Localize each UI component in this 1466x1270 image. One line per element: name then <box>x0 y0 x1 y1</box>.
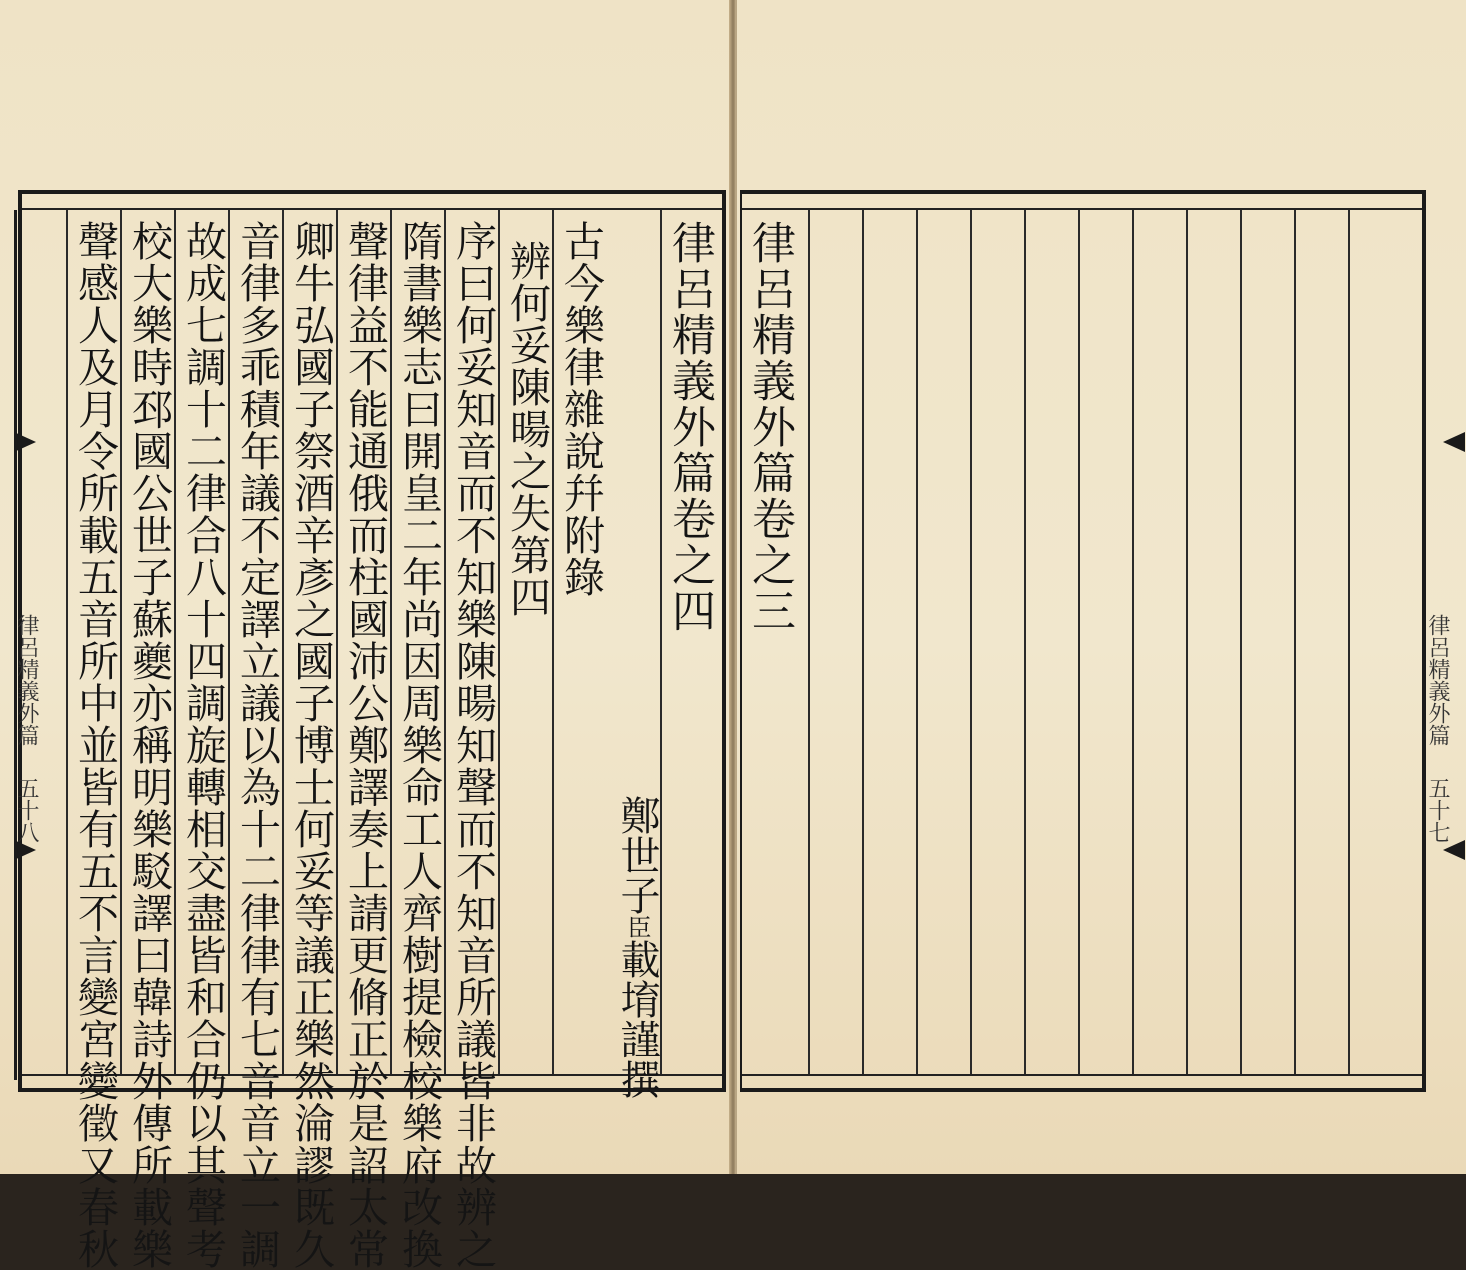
book-title: 律呂精義外篇卷之三 <box>744 220 795 634</box>
title-column <box>742 210 796 1074</box>
chapter-column <box>498 210 554 1074</box>
text-column <box>1186 210 1242 1074</box>
section-column <box>552 210 608 1074</box>
book-title: 律呂精義外篇卷之四 <box>664 220 715 634</box>
text-column <box>808 210 864 1074</box>
margin-label: 律呂精義外篇 <box>14 614 39 746</box>
left-text-frame <box>14 190 726 1270</box>
folio-number: 五十七 <box>1425 777 1450 843</box>
chapter-title: 辨何妥陳暘之失第四 <box>503 240 551 618</box>
text-column: 卿牛弘國子祭酒辛彥之國子博士何妥等議正樂然淪謬既久 <box>282 210 338 1074</box>
text-column <box>1132 210 1188 1074</box>
margin-label: 律呂精義外篇 <box>1425 614 1450 746</box>
text-column <box>1078 210 1134 1074</box>
text-column <box>1348 210 1404 1074</box>
text-column <box>862 210 918 1074</box>
text-column <box>916 210 972 1074</box>
right-text-frame <box>740 190 1426 1092</box>
text-column: 故成七調十二律合八十四調旋轉相交盡皆和合仍以其聲考 <box>174 210 230 1074</box>
text-column <box>1024 210 1080 1074</box>
attribution: 鄭世子臣載堉謹撰 <box>614 795 660 1099</box>
text-column: 聲感人及月令所載五音所中並皆有五不言變宮變徵又春秋 <box>66 210 122 1074</box>
text-column: 聲律益不能通俄而柱國沛公鄭譯奏上請更脩正於是詔太常 <box>336 210 392 1074</box>
text-column: 音律多乖積年議不定譯立議以為十二律律有七音音立一調 <box>228 210 284 1074</box>
section-title: 古今樂律雜說幷附錄 <box>557 220 605 598</box>
text-column <box>970 210 1026 1074</box>
right-page <box>735 0 1466 1174</box>
text-column: 校大樂時邳國公世子蘇夔亦稱明樂駁譯曰韓詩外傳所載樂 <box>120 210 176 1074</box>
text-column: 隋書樂志曰開皇二年尚因周樂命工人齊樹提檢校樂府改換 <box>390 210 446 1074</box>
fishtail-mark <box>1443 432 1465 452</box>
folio-number: 五十八 <box>14 777 39 843</box>
text-column: 序曰何妥知音而不知樂陳暘知聲而不知音所議皆非故辨之 <box>444 210 500 1074</box>
text-column <box>1294 210 1350 1074</box>
attribution-column <box>606 210 660 1099</box>
title-column <box>660 210 716 1074</box>
text-column <box>1240 210 1296 1074</box>
